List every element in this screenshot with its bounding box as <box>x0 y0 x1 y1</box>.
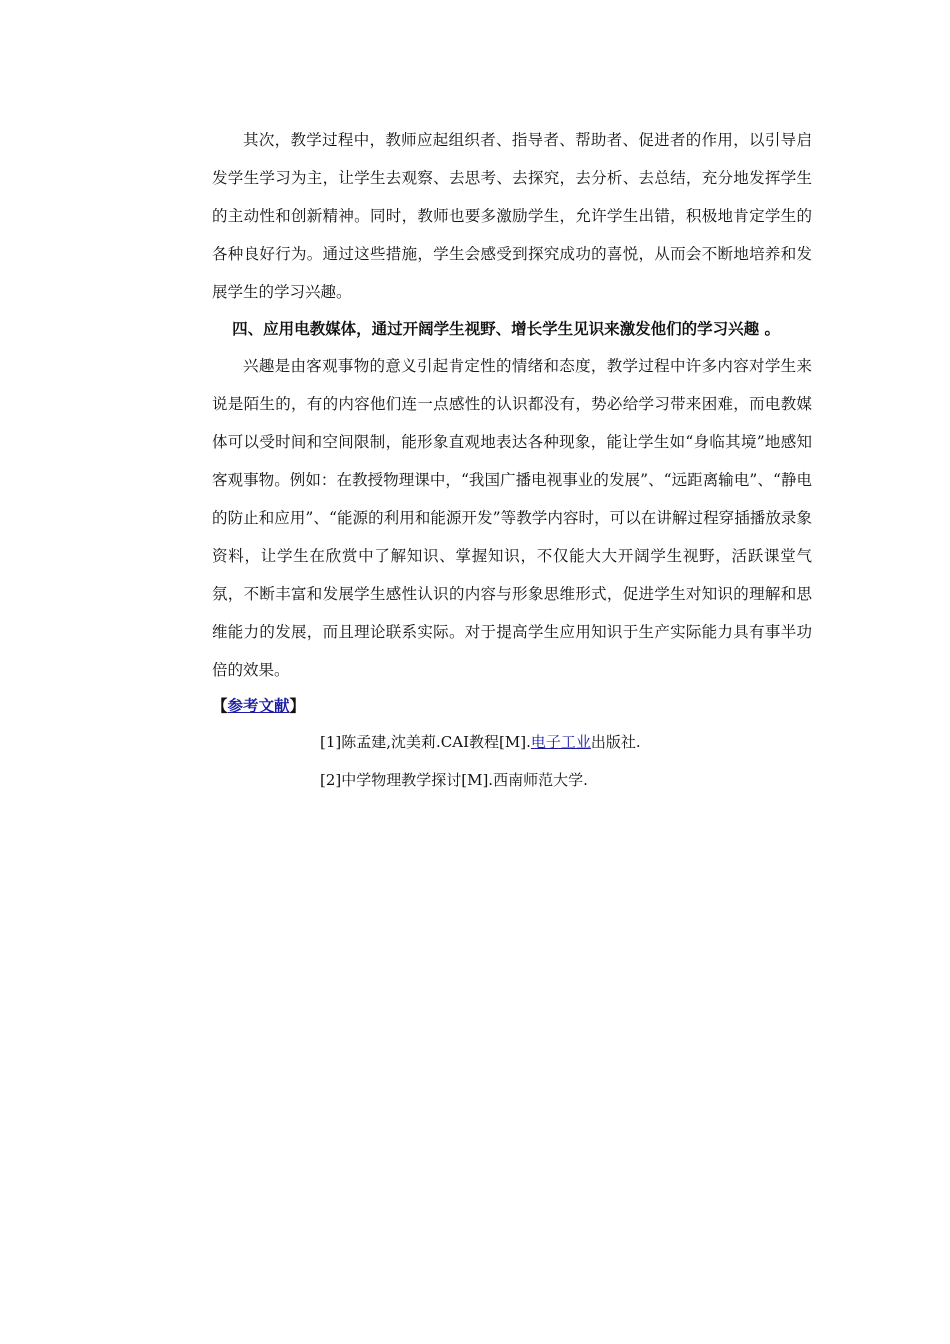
references-link[interactable]: 参考文献 <box>227 697 290 715</box>
references-heading <box>212 689 812 723</box>
body-paragraph-2: 兴趣是由客观事物的意义引起肯定性的情绪和态度，教学过程中许多内容对学生来说是陌生的，有的内容他们连一点感性的认识都没有，势必给学习带来困难，而电教媒体可以受时间和空间限制，能形象直观地表达各种现象，能让学生如“身临其境”地感知客观事物。例如：在教授物理课中，“我国广播电视事业的发展”、“远距离输电”、“静电的防止和应用”、“能源的利用和能源开发”等教学内容时，可以在讲解过程穿插播放录象资料，让学生在欣赏中了解知识、掌握知识，不仅能大大开阔学生视野，活跃课堂气氛，不断丰富和发展学生感性认识的内容与形象思维形式，促进学生对知识的理解和思维能力的发展，而且理论联系实际。对于提高学生应用知识于生产实际能力具有事半功倍的效果。 <box>212 357 812 679</box>
bracket-close: 】 <box>289 697 306 715</box>
publisher-link[interactable]: 电子工业 <box>530 733 591 751</box>
document-content <box>212 121 812 799</box>
bracket-open: 【 <box>212 697 228 715</box>
body-paragraph-1: 其次，教学过程中，教师应起组织者、指导者、帮助者、促进者的作用，以引导启发学生学习为主，让学生去观察、去思考、去探究，去分析、去总结，充分地发挥学生的主动性和创新精神。同时，教师也要多激励学生，允许学生出错，积极地肯定学生的各种良好行为。通过这些措施，学生会感受到探究成功的喜悦，从而会不断地培养和发展学生的学习兴趣。 <box>212 131 812 301</box>
reference-list <box>212 723 812 799</box>
section-heading: 四、应用电教媒体，通过开阔学生视野、增长学生见识来激发他们的学习兴趣 。 <box>232 320 781 338</box>
reference-1-suffix: 出版社. <box>590 733 641 751</box>
reference-1-prefix: [1]陈孟建,沈美莉.CAI教程[M]. <box>320 733 531 751</box>
reference-item-1 <box>320 723 812 761</box>
reference-item-2: [2]中学物理教学探讨[M].西南师范大学. <box>320 771 588 789</box>
